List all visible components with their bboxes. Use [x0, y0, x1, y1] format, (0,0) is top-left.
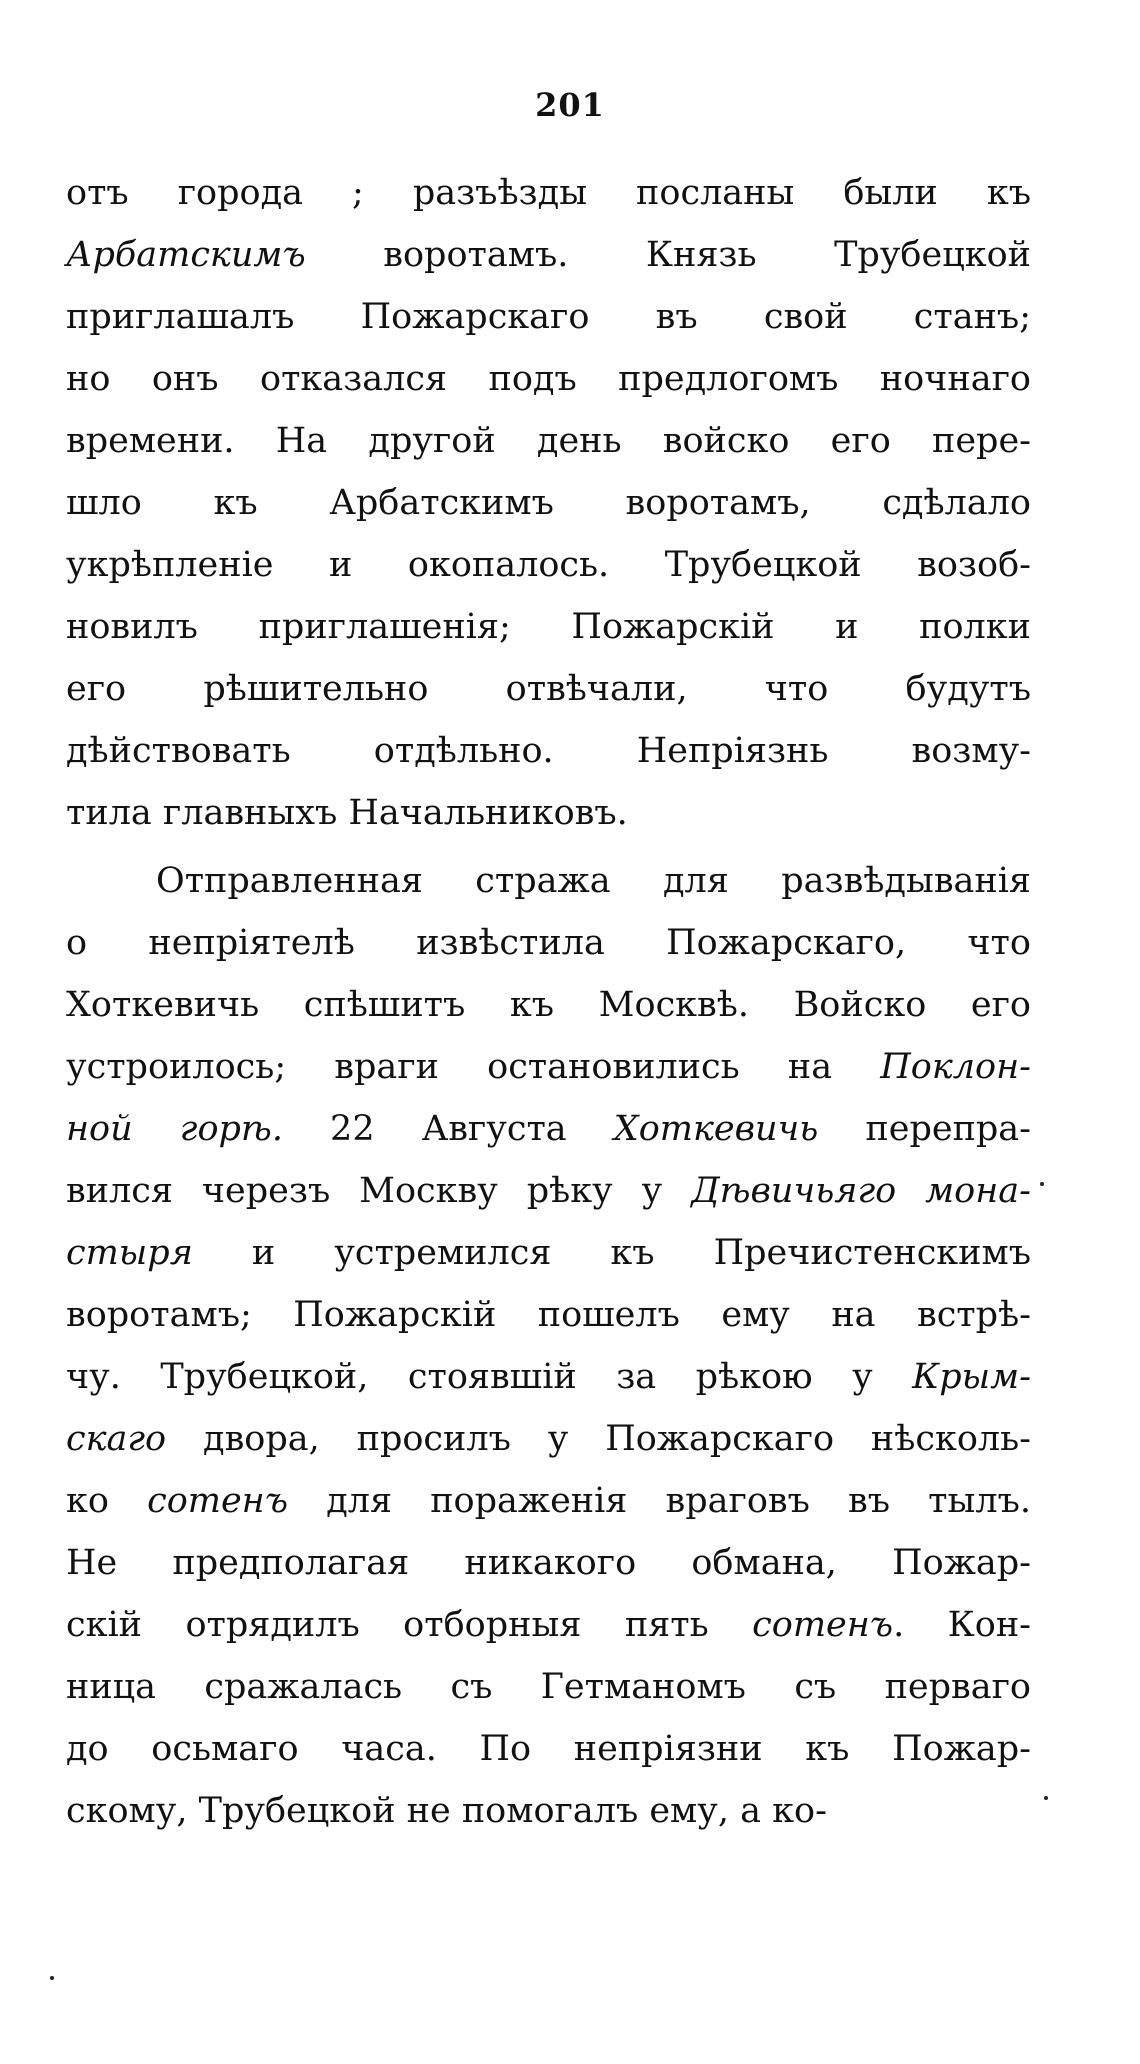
italic-text: скаго: [66, 1419, 167, 1459]
text-line: [66, 596, 1031, 658]
text-line: [66, 1408, 1031, 1470]
italic-text: сотенъ: [752, 1605, 894, 1645]
text-segment: чу. Трубецкой, стоявшій за рѣкою у: [66, 1357, 913, 1397]
text-segment: но онъ отказался подъ предлогомъ ночнаго: [66, 359, 1031, 399]
print-speck: [1040, 1182, 1044, 1186]
italic-text: стыря: [66, 1233, 193, 1273]
paragraph: [66, 850, 1031, 1842]
text-line: [66, 534, 1031, 596]
text-line: [66, 410, 1031, 472]
text-segment: отъ города ; разъѣзды посланы были къ: [66, 173, 1031, 213]
italic-text: ной горѣ.: [66, 1109, 283, 1149]
italic-text: Хоткевичь: [613, 1109, 819, 1149]
page-number: 201: [535, 86, 605, 124]
italic-text: Поклон-: [880, 1047, 1031, 1087]
text-segment: его рѣшительно отвѣчали, что будутъ: [66, 669, 1031, 709]
text-segment: для пораженія враговъ въ тылъ.: [288, 1481, 1031, 1521]
text-segment: перепра-: [818, 1109, 1031, 1149]
text-segment: укрѣпленіе и окопалось. Трубецкой возоб-: [66, 545, 1031, 585]
text-line: [66, 286, 1031, 348]
text-line: [66, 1284, 1031, 1346]
text-line: [66, 912, 1031, 974]
text-line: [66, 1780, 1031, 1842]
text-line: [66, 224, 1031, 286]
text-segment: и устремился къ Пречистенскимъ: [192, 1233, 1031, 1273]
text-segment: времени. На другой день войско его пере-: [66, 421, 1031, 461]
text-segment: Хоткевичь спѣшитъ къ Москвѣ. Войско его: [66, 985, 1031, 1025]
text-segment: двора, просилъ у Пожарскаго нѣсколь-: [166, 1419, 1031, 1459]
text-segment: ко: [66, 1481, 148, 1521]
text-segment: Не предполагая никакого обмана, Пожар-: [66, 1543, 1031, 1583]
text-line: [66, 162, 1031, 224]
text-segment: . Кон-: [893, 1605, 1031, 1645]
text-line: [66, 1036, 1031, 1098]
text-line: [66, 782, 1031, 844]
text-segment: вился черезъ Москву рѣку у: [66, 1171, 692, 1211]
italic-text: Дѣвичьяго мона-: [691, 1171, 1031, 1211]
italic-text: Крым-: [912, 1357, 1031, 1397]
text-line: [66, 1656, 1031, 1718]
text-line: [66, 1470, 1031, 1532]
paragraph: [66, 162, 1031, 844]
italic-text: Арбатскимъ: [66, 235, 306, 275]
text-segment: тила главныхъ Начальниковъ.: [66, 793, 628, 833]
text-segment: о непріятелѣ извѣстила Пожарскаго, что: [66, 923, 1031, 963]
text-line: [66, 850, 1031, 912]
text-segment: до осьмаго часа. По непріязни къ Пожар-: [66, 1729, 1031, 1769]
text-segment: скій отрядилъ отборныя пять: [66, 1605, 753, 1645]
text-line: [66, 1532, 1031, 1594]
text-line: [66, 1718, 1031, 1780]
text-segment: воротамъ; Пожарскій пошелъ ему на встрѣ-: [66, 1295, 1031, 1335]
text-segment: Отправленная стража для развѣдыванія: [156, 861, 1031, 901]
text-line: [66, 348, 1031, 410]
text-segment: скому, Трубецкой не помогалъ ему, а ко-: [66, 1791, 827, 1831]
print-speck: [50, 1976, 54, 1980]
text-segment: 22 Августа: [282, 1109, 614, 1149]
text-segment: ница сражалась съ Гетманомъ съ перваго: [66, 1667, 1031, 1707]
text-segment: новилъ приглашенія; Пожарскій и полки: [66, 607, 1031, 647]
text-line: [66, 720, 1031, 782]
text-segment: приглашалъ Пожарскаго въ свой станъ;: [66, 297, 1031, 337]
text-segment: воротамъ. Князь Трубецкой: [305, 235, 1031, 275]
text-segment: шло къ Арбатскимъ воротамъ, сдѣлало: [66, 483, 1031, 523]
text-segment: дѣйствовать отдѣльно. Непріязнь возму-: [66, 731, 1031, 771]
print-speck: [1044, 1796, 1048, 1800]
text-segment: устроилось; враги остановились на: [66, 1047, 881, 1087]
text-line: [66, 1346, 1031, 1408]
body-text: [66, 162, 1031, 1842]
text-line: [66, 1594, 1031, 1656]
text-line: [66, 1160, 1031, 1222]
text-line: [66, 974, 1031, 1036]
text-line: [66, 472, 1031, 534]
italic-text: сотенъ: [147, 1481, 289, 1521]
text-line: [66, 1098, 1031, 1160]
text-line: [66, 1222, 1031, 1284]
text-line: [66, 658, 1031, 720]
